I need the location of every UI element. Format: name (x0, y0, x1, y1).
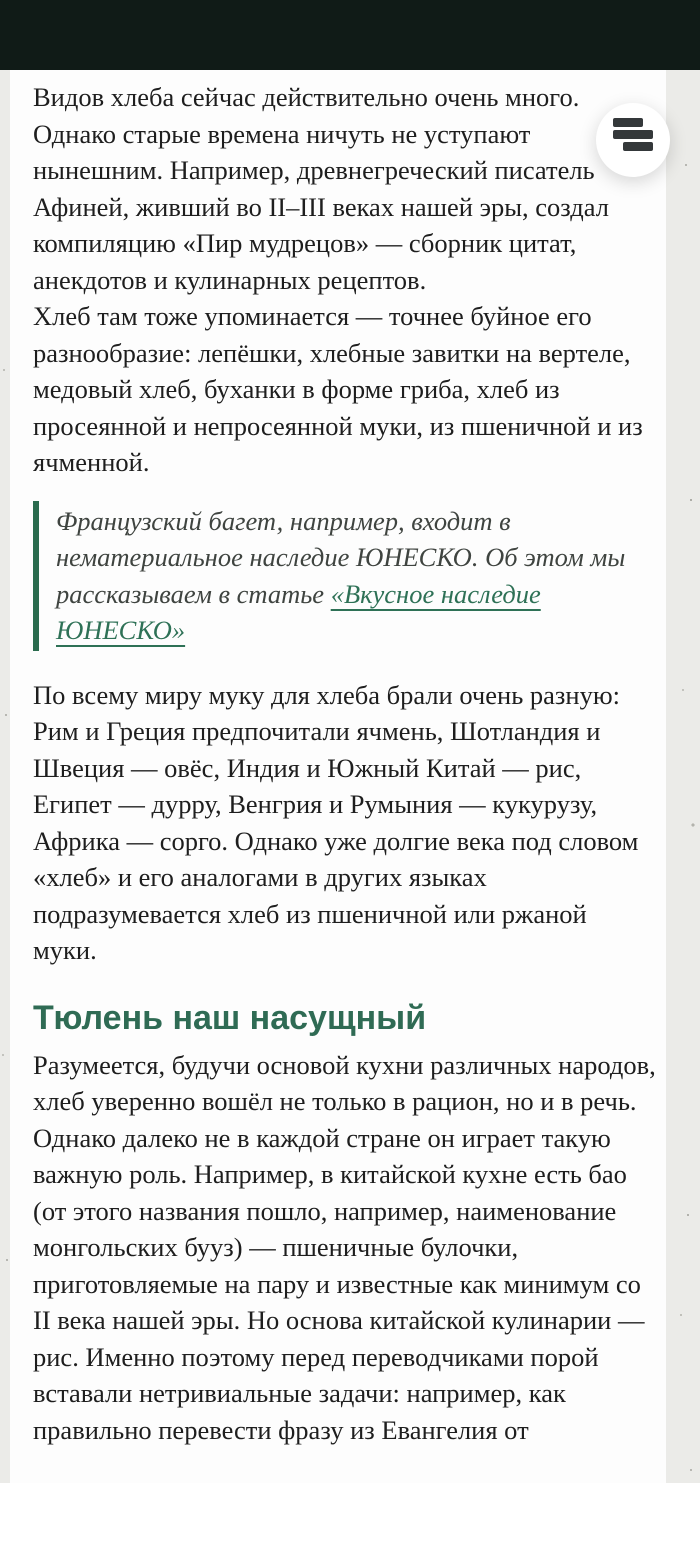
top-dark-bar (0, 0, 700, 70)
menu-button[interactable] (596, 103, 670, 177)
hamburger-bar-top (613, 118, 643, 127)
hamburger-bar-middle (613, 130, 653, 139)
paragraph-china-bread: Разумеется, будучи основой кухни различных народов, хлеб уверенно вошёл не только в рацион, но и в речь. Однако далеко не в каждой стране он играет такую важную роль. Например, в китайской кухне есть бао (от этого названия пошло, например, наименование монгольских бууз) — пшеничные булочки, приготовляемые на пару и известные как минимум со II века нашей эры. Но основа китайской кулинарии — рис. Именно поэтому перед переводчиками порой вставали нетривиальные задачи: например, как правильно перевести фразу из Евангелия от (33, 1049, 656, 1445)
article-content (10, 70, 666, 1483)
quote-text: Французский багет, например, входит в нематериальное наследие ЮНЕСКО. Об этом мы рассказываем в статье (56, 505, 626, 609)
hamburger-bar-bottom (623, 142, 653, 151)
bottom-white-strip (0, 1483, 700, 1556)
paragraph-bread-kinds: Видов хлеба сейчас действительно очень много. Однако старые времена ничуть не уступают нынешним. Например, древнегреческий писатель Афиней, живший во II–III веках нашей эры, создал компиляцию «Пир мудрецов» — сборник цитат, анекдотов и кулинарных рецептов. (33, 82, 609, 295)
hamburger-menu-icon (613, 118, 653, 151)
paragraph-world-flour: По всему миру муку для хлеба брали очень разную: Рим и Греция предпочитали ячмень, Шотландия и Швеция — овёс, Индия и Южный Китай — рис, Египет — дурру, Венгрия и Румыния — кукурузу, Африка — сорго. Однако уже долгие века под словом «хлеб» и его аналогами в других языках подразумевается хлеб из пшеничной или ржаной муки. (33, 679, 639, 965)
section-heading: Тюлень наш насущный (33, 998, 427, 1037)
unesco-article-link[interactable]: «Вкусное наследие ЮНЕСКО» (56, 578, 541, 645)
paragraph-bread-variety: Хлеб там тоже упоминается — точнее буйное его разнообразие: лепёшки, хлебные завитки на вертеле, медовый хлеб, буханки в форме гриба, хлеб из просеянной и непросеянной муки, из пшеничной и из ячменной. (33, 301, 643, 477)
unesco-quote (33, 501, 656, 651)
page-background (0, 70, 700, 1483)
